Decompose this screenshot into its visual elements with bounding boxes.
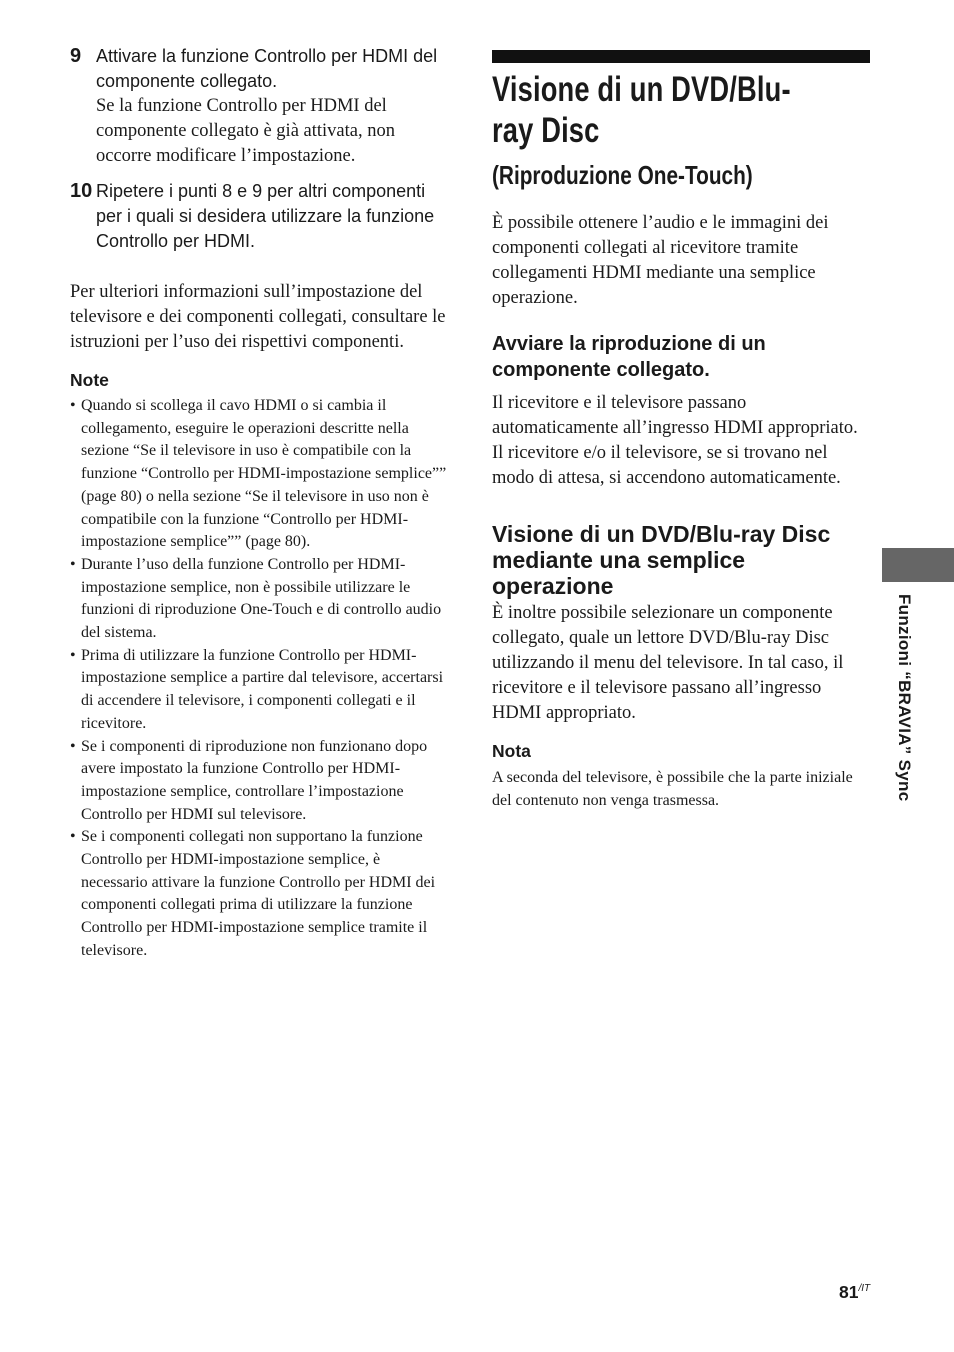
list-item: • Quando si scollega il cavo HDMI o si cambia il collegamento, eseguire le operazioni descritte nella sezione “Se il televisore in uso è compatibile con la funzione “Controllo per HDMI-impostazione semplice”” (page 80) o nella sezione “Se il televisore in uso non è compatibile con la funzione “Controllo per HDMI-impostazione semplice”” (page 80). [70,395,450,554]
list-item: • Se i componenti collegati non supportano la funzione Controllo per HDMI-impostazione semplice, è necessario attivare la funzione Controllo per HDMI dei componenti collegati prima di utilizzare la funzione Controllo per HDMI-impostazione semplice tramite il televisore. [70,826,450,962]
list-item: • Se i componenti di riproduzione non funzionano dopo avere impostato la funzione Controllo per HDMI-impostazione semplice, controllare l’impostazione Controllo per HDMI sul televisore. [70,736,450,827]
list-item: • Prima di utilizzare la funzione Controllo per HDMI-impostazione semplice a partire dal televisore, accertarsi di accendere il televisore, i componenti collegati e il ricevitore. [70,645,450,736]
right-column [492,50,870,812]
page-subtitle: (Riproduzione One-Touch) [492,160,753,190]
nota-body: A seconda del televisore, è possibile che la parte iniziale del contenuto non venga trasmessa. [492,769,853,809]
info-paragraph: Per ulteriori informazioni sull’impostazione del televisore e dei componenti collegati, consultare le istruzioni per l’uso dei rispettivi componenti. [70,282,446,352]
page-title-line2: ray Disc [492,111,600,150]
chapter-tab [882,548,954,582]
section2-body: È inoltre possibile selezionare un componente collegato, quale un lettore DVD/Blu-ray Disc utilizzando il menu del televisore. In tal caso, il ricevitore e il televisore passano all’ingresso HDMI appropriato. [492,603,844,723]
step-body: Se la funzione Controllo per HDMI del componente collegato è già attivata, non occorre modificare l’impostazione. [96,96,395,166]
page-title-line1: Visione di un DVD/Blu- [492,70,791,109]
step-heading: Attivare la funzione Controllo per HDMI del componente collegato. [96,46,438,91]
title-bar [492,50,870,63]
left-column [70,44,450,963]
page-number [839,1282,870,1303]
section2-heading: Visione di un DVD/Blu-ray Disc mediante una semplice operazione [492,521,831,599]
section1-body: Il ricevitore e il televisore passano automaticamente all’ingresso HDMI appropriato. Il ricevitore e/o il televisore, se si trovano nel modo di attesa, si accendono automaticamente. [492,393,858,488]
page-title [492,69,874,151]
section1-heading: Avviare la riproduzione di un componente collegato. [492,333,766,381]
note-list [70,395,450,963]
step-10 [70,179,450,254]
step-number: 9 [70,45,82,67]
nota-heading: Nota [492,741,531,761]
intro-paragraph: È possibile ottenere l’audio e le immagini dei componenti collegati al ricevitore tramite collegamenti HDMI mediante una semplice operazione. [492,213,829,308]
list-item: • Durante l’uso della funzione Controllo per HDMI-impostazione semplice, non è possibile utilizzare le funzioni di riproduzione One-Touch e di controllo audio del sistema. [70,554,450,645]
page-number-suffix: /IT [858,1283,871,1295]
step-heading: Ripetere i punti 8 e 9 per altri componenti per i quali si desidera utilizzare la funzione Controllo per HDMI. [96,181,435,251]
page-number-value: 81 [839,1282,859,1302]
step-number: 10 [70,180,93,202]
step-9 [70,44,450,169]
note-heading: Note [70,370,109,390]
chapter-label: Funzioni “BRAVIA” Sync [895,594,914,802]
